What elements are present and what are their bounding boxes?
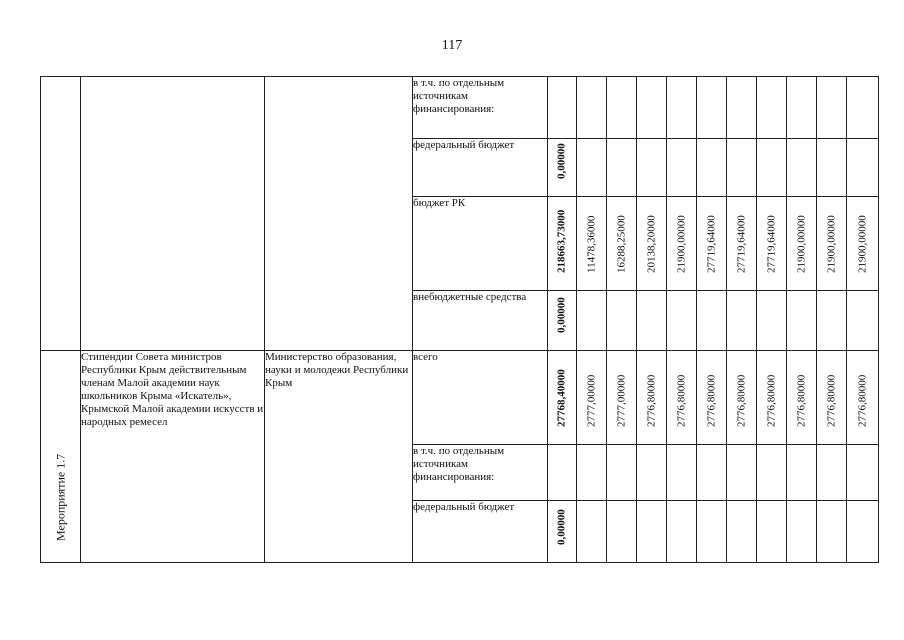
year-cell — [607, 501, 637, 563]
year-cell — [637, 445, 667, 501]
year-cell — [847, 501, 879, 563]
year-cell — [577, 77, 607, 139]
year-cell — [817, 445, 847, 501]
executor-cell-continued — [265, 77, 413, 351]
year-cell — [607, 77, 637, 139]
total-cell — [548, 139, 577, 197]
year-cell — [787, 139, 817, 197]
year-cell — [577, 501, 607, 563]
year-cell — [697, 139, 727, 197]
year-cell — [757, 139, 787, 197]
year-cell — [817, 139, 847, 197]
year-cell — [607, 291, 637, 351]
total-value: 0,00000 — [555, 297, 568, 333]
year-value: 11478,36000 — [585, 215, 597, 273]
year-value: 2776,80000 — [825, 374, 837, 427]
year-cell — [637, 291, 667, 351]
year-value: 2776,80000 — [675, 374, 687, 427]
source-label: внебюджетные средства — [413, 291, 548, 351]
year-value: 27719,64000 — [705, 215, 717, 273]
source-label: федеральный бюджет — [413, 139, 548, 197]
funding-table — [40, 76, 879, 563]
year-cell — [697, 501, 727, 563]
table-row — [41, 351, 879, 445]
total-cell — [548, 501, 577, 563]
year-value: 2776,80000 — [735, 374, 747, 427]
total-cell — [548, 351, 577, 445]
year-value: 2776,80000 — [795, 374, 807, 427]
year-cell — [697, 77, 727, 139]
year-cell — [817, 351, 847, 445]
year-cell — [607, 351, 637, 445]
year-cell — [577, 351, 607, 445]
year-cell — [847, 197, 879, 291]
year-cell — [607, 445, 637, 501]
year-cell — [637, 501, 667, 563]
year-cell — [697, 291, 727, 351]
year-value: 21900,00000 — [856, 215, 868, 273]
year-cell — [757, 501, 787, 563]
year-cell — [757, 291, 787, 351]
year-cell — [787, 501, 817, 563]
year-cell — [667, 77, 697, 139]
year-cell — [847, 445, 879, 501]
year-value: 20138,20000 — [645, 215, 657, 273]
year-cell — [637, 351, 667, 445]
year-cell — [577, 291, 607, 351]
executor-name: Министерство образования, науки и молодежи Республики Крым — [265, 351, 413, 563]
year-cell — [667, 445, 697, 501]
year-cell — [787, 77, 817, 139]
year-cell — [847, 77, 879, 139]
year-cell — [697, 197, 727, 291]
total-value: 27768,40000 — [555, 369, 568, 427]
table-row — [41, 77, 879, 139]
year-value: 2776,80000 — [705, 374, 717, 427]
year-value: 2776,80000 — [856, 374, 868, 427]
year-cell — [667, 351, 697, 445]
year-cell — [757, 445, 787, 501]
year-cell — [667, 139, 697, 197]
year-cell — [667, 197, 697, 291]
year-value: 21900,00000 — [675, 215, 687, 273]
source-label: федеральный бюджет — [413, 501, 548, 563]
year-cell — [847, 139, 879, 197]
total-value: 0,00000 — [555, 509, 568, 545]
year-cell — [727, 445, 757, 501]
year-cell — [727, 77, 757, 139]
measure-name: Стипендии Совета министров Республики Крым действительным членам Малой академии наук школьников Крыма «Искатель», Крымской Малой академии искусств и народных ремесел — [81, 351, 265, 563]
year-cell — [817, 291, 847, 351]
year-cell — [787, 351, 817, 445]
year-cell — [637, 197, 667, 291]
total-cell — [548, 291, 577, 351]
year-cell — [607, 139, 637, 197]
year-value: 2777,00000 — [615, 374, 627, 427]
year-value: 21900,00000 — [825, 215, 837, 273]
year-cell — [817, 77, 847, 139]
year-value: 16288,25000 — [615, 215, 627, 273]
total-cell — [548, 77, 577, 139]
year-cell — [667, 501, 697, 563]
year-value: 27719,64000 — [765, 215, 777, 273]
year-value: 2776,80000 — [645, 374, 657, 427]
year-cell — [787, 197, 817, 291]
year-cell — [757, 77, 787, 139]
year-value: 27719,64000 — [735, 215, 747, 273]
year-cell — [637, 139, 667, 197]
year-value: 2776,80000 — [765, 374, 777, 427]
year-cell — [697, 445, 727, 501]
year-cell — [847, 351, 879, 445]
measure-name-cell-continued — [81, 77, 265, 351]
year-cell — [727, 501, 757, 563]
measure-id-cell-continued — [41, 77, 81, 351]
measure-id-cell — [41, 351, 81, 563]
year-cell — [817, 501, 847, 563]
year-cell — [607, 197, 637, 291]
year-cell — [727, 139, 757, 197]
total-cell — [548, 445, 577, 501]
year-cell — [577, 139, 607, 197]
source-label: в т.ч. по отдельным источникам финансирования: — [413, 77, 548, 139]
year-cell — [817, 197, 847, 291]
year-cell — [787, 291, 817, 351]
source-label: бюджет РК — [413, 197, 548, 291]
year-cell — [757, 197, 787, 291]
year-cell — [757, 351, 787, 445]
year-value: 21900,00000 — [795, 215, 807, 273]
source-label: в т.ч. по отдельным источникам финансирования: — [413, 445, 548, 501]
source-label: всего — [413, 351, 548, 445]
year-cell — [787, 445, 817, 501]
year-cell — [667, 291, 697, 351]
year-cell — [577, 445, 607, 501]
total-value: 0,00000 — [555, 143, 568, 179]
total-value: 218663,73000 — [555, 209, 568, 273]
year-cell — [697, 351, 727, 445]
year-cell — [577, 197, 607, 291]
total-cell — [548, 197, 577, 291]
year-value: 2777,00000 — [585, 374, 597, 427]
year-cell — [727, 351, 757, 445]
measure-id: Мероприятие 1.7 — [53, 453, 67, 541]
year-cell — [847, 291, 879, 351]
year-cell — [727, 291, 757, 351]
page-number: 117 — [441, 38, 463, 53]
year-cell — [637, 77, 667, 139]
year-cell — [727, 197, 757, 291]
